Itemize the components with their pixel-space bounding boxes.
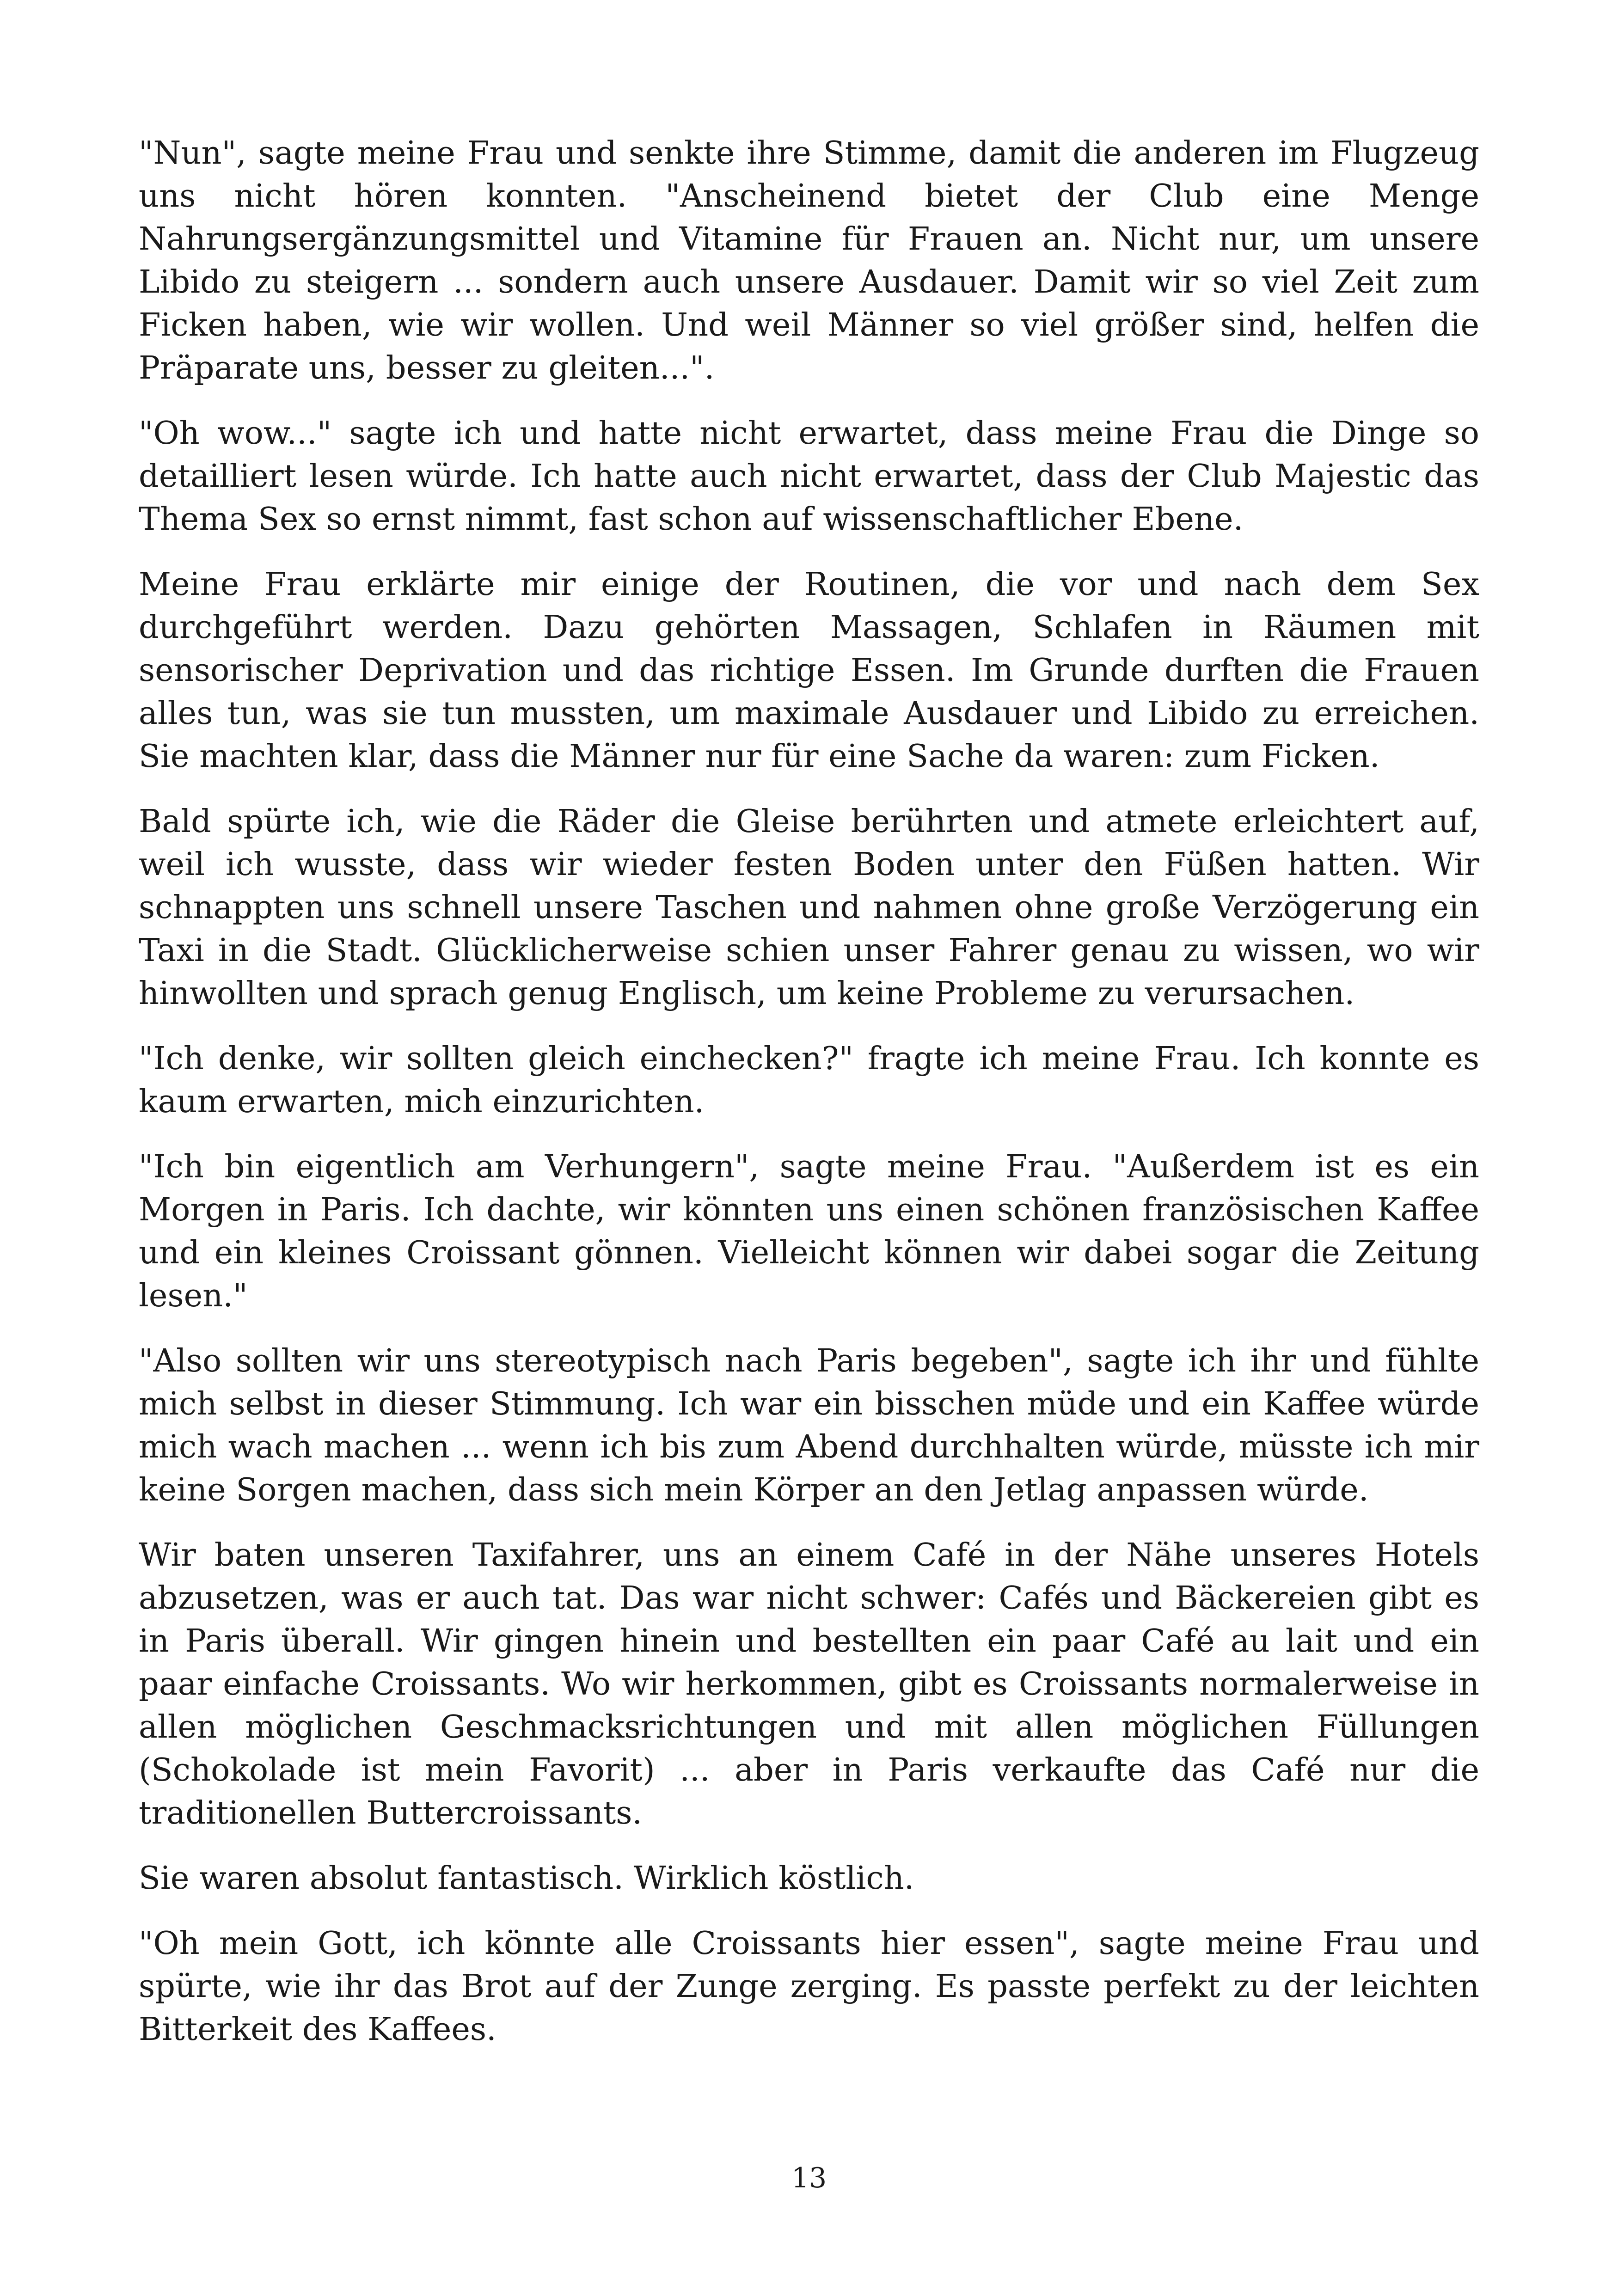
page-number: 13 <box>791 2162 827 2194</box>
paragraph: "Nun", sagte meine Frau und senkte ihre Stimme, damit die anderen im Flugzeug uns nicht hören konnten. "Anscheinend bietet der Club eine Menge Nahrungsergänzungsmittel und Vitamine für Frauen an. Nicht nur, um unsere Libido zu steigern ... sondern auch unsere Ausdauer. Damit wir so viel Zeit zum Ficken haben, wie wir wollen. Und weil Männer so viel größer sind, helfen die Präparate uns, besser zu gleiten...". <box>139 135 1479 386</box>
paragraph: "Ich bin eigentlich am Verhungern", sagte meine Frau. "Außerdem ist es ein Morgen in Paris. Ich dachte, wir könnten uns einen schönen französischen Kaffee und ein kleines Croissant gönnen. Vielleicht können wir dabei sogar die Zeitung lesen." <box>139 1148 1479 1314</box>
paragraph: "Also sollten wir uns stereotypisch nach Paris begeben", sagte ich ihr und fühlte mich selbst in dieser Stimmung. Ich war ein bisschen müde und ein Kaffee würde mich wach machen ... wenn ich bis zum Abend durchhalten würde, müsste ich mir keine Sorgen machen, dass sich mein Körper an den Jetlag anpassen würde. <box>139 1342 1479 1508</box>
paragraph: Wir baten unseren Taxifahrer, uns an einem Café in der Nähe unseres Hotels abzusetzen, was er auch tat. Das war nicht schwer: Cafés und Bäckereien gibt es in Paris überall. Wir gingen hinein und bestellten ein paar Café au lait und ein paar einfache Croissants. Wo wir herkommen, gibt es Croissants normalerweise in allen möglichen Geschmacksrichtungen und mit allen möglichen Füllungen (Schokolade ist mein Favorit) ... aber in Paris verkaufte das Café nur die traditionellen Buttercroissants. <box>139 1537 1479 1831</box>
paragraph: "Ich denke, wir sollten gleich einchecken?" fragte ich meine Frau. Ich konnte es kaum erwarten, mich einzurichten. <box>139 1040 1479 1120</box>
paragraph: Sie waren absolut fantastisch. Wirklich köstlich. <box>139 1860 914 1897</box>
paragraph: Bald spürte ich, wie die Räder die Gleise berührten und atmete erleichtert auf, weil ich wusste, dass wir wieder festen Boden unter den Füßen hatten. Wir schnappten uns schnell unsere Taschen und nahmen ohne große Verzögerung ein Taxi in die Stadt. Glücklicherweise schien unser Fahrer genau zu wissen, wo wir hinwollten und sprach genug Englisch, um keine Probleme zu verursachen. <box>139 803 1479 1012</box>
document-body <box>139 132 1479 2073</box>
paragraph: "Oh mein Gott, ich könnte alle Croissants hier essen", sagte meine Frau und spürte, wie ihr das Brot auf der Zunge zerging. Es passte perfekt zu der leichten Bitterkeit des Kaffees. <box>139 1925 1479 2048</box>
paragraph: Meine Frau erklärte mir einige der Routinen, die vor und nach dem Sex durchgeführt werden. Dazu gehörten Massagen, Schlafen in Räumen mit sensorischer Deprivation und das richtige Essen. Im Grunde durften die Frauen alles tun, was sie tun mussten, um maximale Ausdauer und Libido zu erreichen. Sie machten klar, dass die Männer nur für eine Sache da waren: zum Ficken. <box>139 566 1479 775</box>
paragraph: "Oh wow..." sagte ich und hatte nicht erwartet, dass meine Frau die Dinge so detailliert lesen würde. Ich hatte auch nicht erwartet, dass der Club Majestic das Thema Sex so ernst nimmt, fast schon auf wissenschaftlicher Ebene. <box>139 415 1479 538</box>
